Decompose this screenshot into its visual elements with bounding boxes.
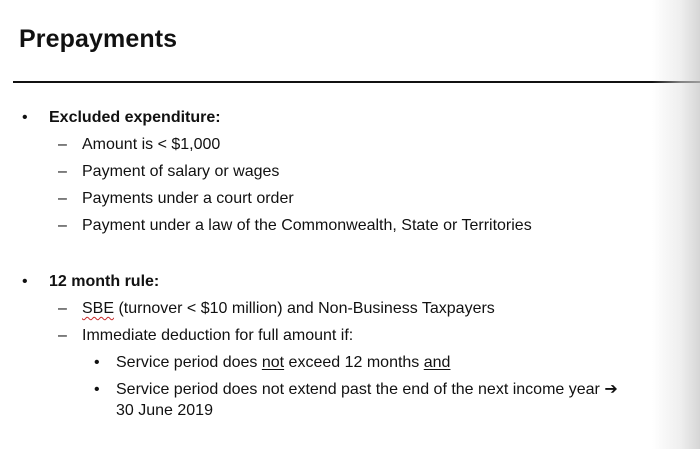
bullet-icon: • bbox=[94, 354, 100, 371]
section-heading-12-month-rule: 12 month rule: bbox=[49, 273, 160, 290]
dash-icon: – bbox=[58, 190, 67, 207]
list-item: Payment of salary or wages bbox=[82, 163, 280, 180]
dash-icon: – bbox=[58, 163, 67, 180]
dash-icon: – bbox=[58, 136, 67, 153]
sub-list-item bbox=[116, 380, 618, 400]
sub-text: Service period does not extend past the end of the next income year bbox=[116, 381, 605, 398]
underlined-not: not bbox=[261, 354, 285, 371]
bullet-icon: • bbox=[22, 109, 28, 126]
list-item: Immediate deduction for full amount if: bbox=[82, 327, 354, 344]
slide-title: Prepayments bbox=[19, 25, 178, 53]
list-item: Amount is < $1,000 bbox=[82, 136, 221, 153]
arrow-right-icon: ➔ bbox=[604, 381, 618, 398]
sbe-abbreviation: SBE bbox=[82, 300, 115, 317]
bullet-icon: • bbox=[94, 381, 100, 398]
list-item-sbe bbox=[82, 299, 495, 319]
dash-icon: – bbox=[58, 217, 67, 234]
underlined-and: and bbox=[423, 354, 451, 371]
sub-text: Service period does bbox=[116, 354, 262, 371]
sub-list-item bbox=[116, 353, 450, 373]
list-item: Payment under a law of the Commonwealth, State or Territories bbox=[82, 217, 532, 234]
title-divider bbox=[13, 81, 700, 83]
sbe-description: (turnover < $10 million) and Non-Business Taxpayers bbox=[114, 300, 495, 317]
right-edge-shadow bbox=[652, 0, 700, 449]
bullet-icon: • bbox=[22, 273, 28, 290]
section-heading-excluded: Excluded expenditure: bbox=[49, 109, 221, 126]
dash-icon: – bbox=[58, 327, 67, 344]
sub-list-item-continuation: 30 June 2019 bbox=[116, 402, 213, 419]
list-item: Payments under a court order bbox=[82, 190, 294, 207]
dash-icon: – bbox=[58, 300, 67, 317]
sub-text: exceed 12 months bbox=[284, 354, 424, 371]
